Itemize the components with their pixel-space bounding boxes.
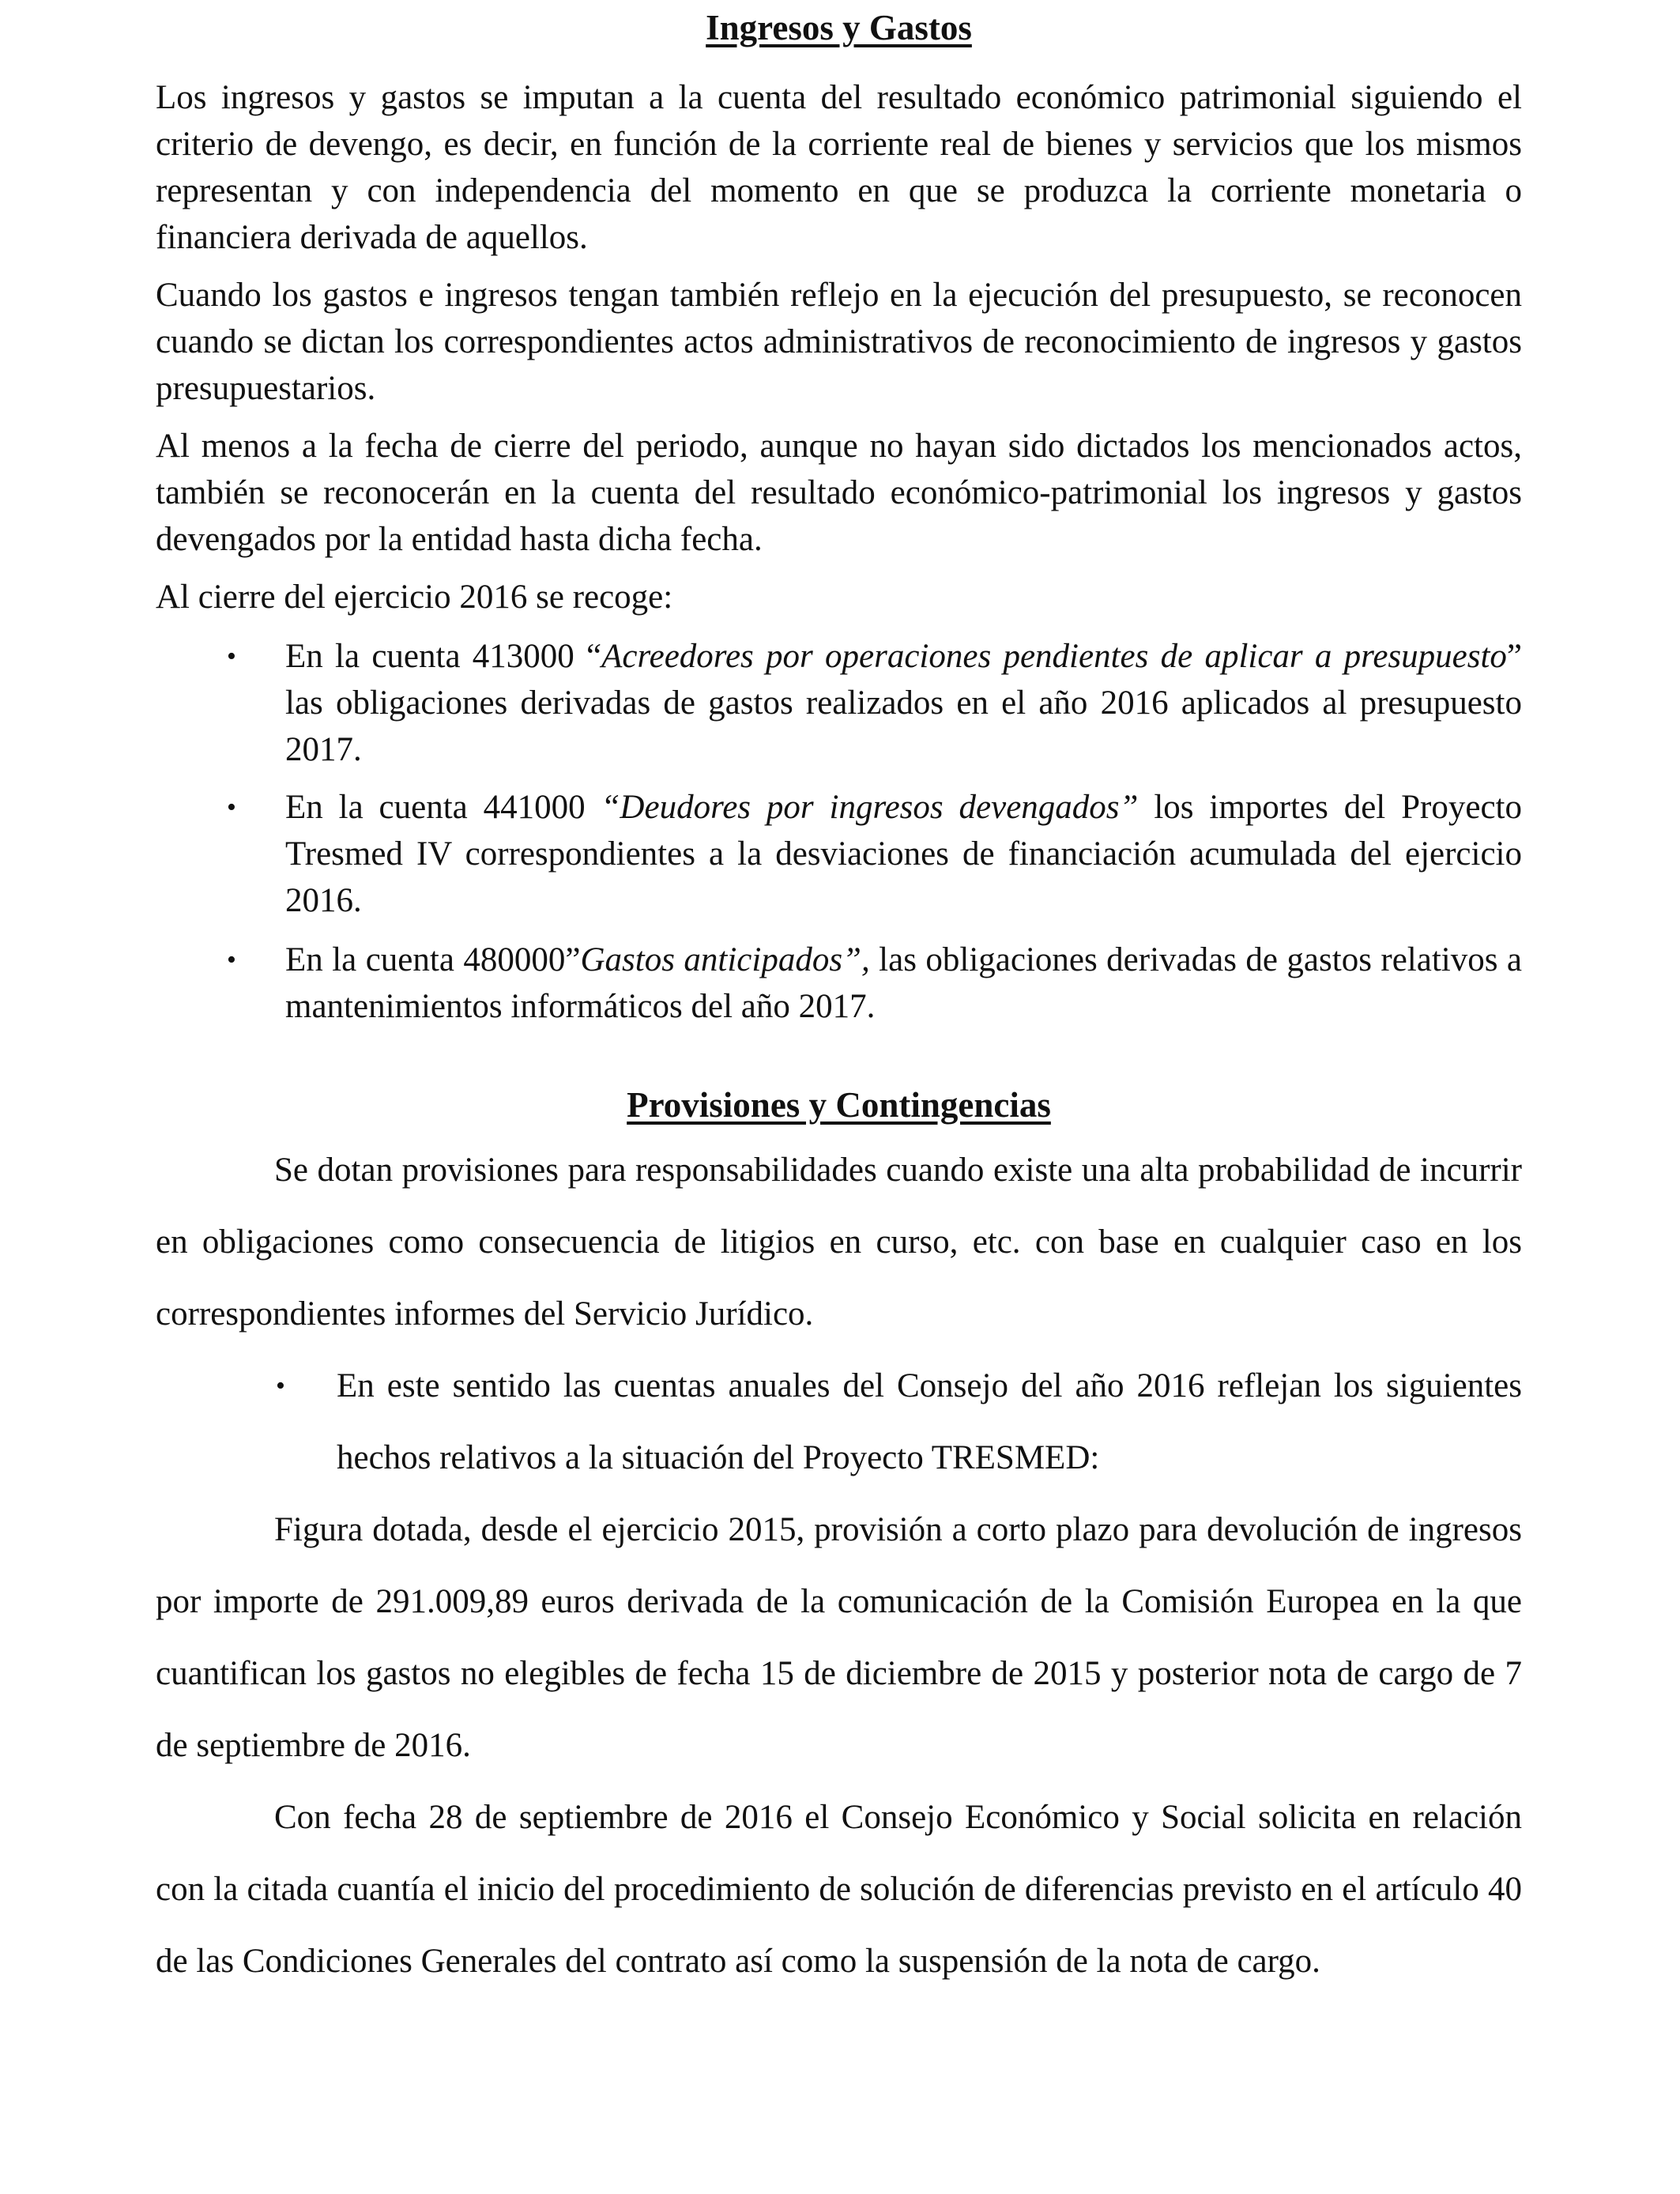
list-item: [156, 784, 1522, 924]
list-item: [156, 633, 1522, 773]
bullet-text: En este sentido las cuentas anuales del Consejo del año 2016 reflejan los siguientes hechos relativos a la situación del Proyecto TRESMED:: [337, 1367, 1522, 1476]
bullet-text-pre: En la cuenta 413000 “: [285, 638, 602, 675]
section-title-provisiones: Provisiones y Contingencias: [627, 1085, 1051, 1125]
bullet-icon: •: [227, 793, 236, 822]
paragraph-ejecucion-presupuesto: Cuando los gastos e ingresos tengan también reflejo en la ejecución del presupuesto, se reconocen cuando se dictan los correspondientes actos administrativos de reconocimiento de ingresos y gastos presupuestarios.: [156, 277, 1522, 407]
paragraph-cierre-periodo: Al menos a la fecha de cierre del periodo, aunque no hayan sido dictados los mencionados actos, también se reconocerán en la cuenta del resultado económico-patrimonial los ingresos y gastos devengados por la entidad hasta dicha fecha.: [156, 428, 1522, 558]
bullet-icon: •: [227, 945, 236, 974]
bullet-text-pre: En la cuenta 480000”: [285, 941, 581, 978]
bullet-text-italic: Gastos anticipados”,: [580, 941, 870, 978]
bullet-text-pre: En la cuenta 441000: [285, 789, 601, 826]
bullet-text-post: ” las obligaciones derivadas de gastos realizados en el año 2016 aplicados al presupuesto 2017.: [285, 638, 1522, 768]
tresmed-bullet-list: [156, 1350, 1522, 1494]
paragraph-devengo: Los ingresos y gastos se imputan a la cuenta del resultado económico patrimonial siguiendo el criterio de devengo, es decir, en función de la corriente real de bienes y servicios que los mismos representan y con independencia del momento en que se produzca la corriente monetaria o financiera derivada de aquellos.: [156, 79, 1522, 256]
paragraph-cierre-ejercicio: Al cierre del ejercicio 2016 se recoge:: [156, 579, 673, 616]
bullet-text-italic: “Deudores por ingresos devengados”: [601, 789, 1139, 826]
bullet-icon: •: [227, 642, 236, 671]
bullet-icon: •: [276, 1371, 285, 1400]
bullet-text-post: los importes del Proyecto Tresmed IV correspondientes a la desviaciones de financiación acumulada del ejercicio 2016.: [285, 789, 1522, 919]
bullet-text-italic: Acreedores por operaciones pendientes de aplicar a presupuesto: [601, 638, 1507, 675]
list-item: [156, 1350, 1522, 1494]
accounts-bullet-list: [156, 633, 1522, 1030]
list-item: [156, 937, 1522, 1030]
paragraph-solicitud-consejo: Con fecha 28 de septiembre de 2016 el Consejo Económico y Social solicita en relación con la citada cuantía el inicio del procedimiento de solución de diferencias previsto en el artículo 40 de las Condiciones Generales del contrato así como la suspensión de la nota de cargo.: [156, 1799, 1522, 1980]
paragraph-provision-corto-plazo: Figura dotada, desde el ejercicio 2015, provisión a corto plazo para devolución de ingresos por importe de 291.009,89 euros derivada de la comunicación de la Comisión Europea en la que cuantifican los gastos no elegibles de fecha 15 de diciembre de 2015 y posterior nota de cargo de 7 de septiembre de 2016.: [156, 1511, 1522, 1764]
paragraph-provisiones: Se dotan provisiones para responsabilidades cuando existe una alta probabilidad de incurrir en obligaciones como consecuencia de litigios en curso, etc. con base en cualquier caso en los correspondientes informes del Servicio Jurídico.: [156, 1152, 1522, 1333]
section-title-ingresos-gastos: Ingresos y Gastos: [706, 8, 972, 47]
bullet-text-post: las obligaciones derivadas de gastos relativos a mantenimientos informáticos del año 2017.: [285, 941, 1522, 1025]
